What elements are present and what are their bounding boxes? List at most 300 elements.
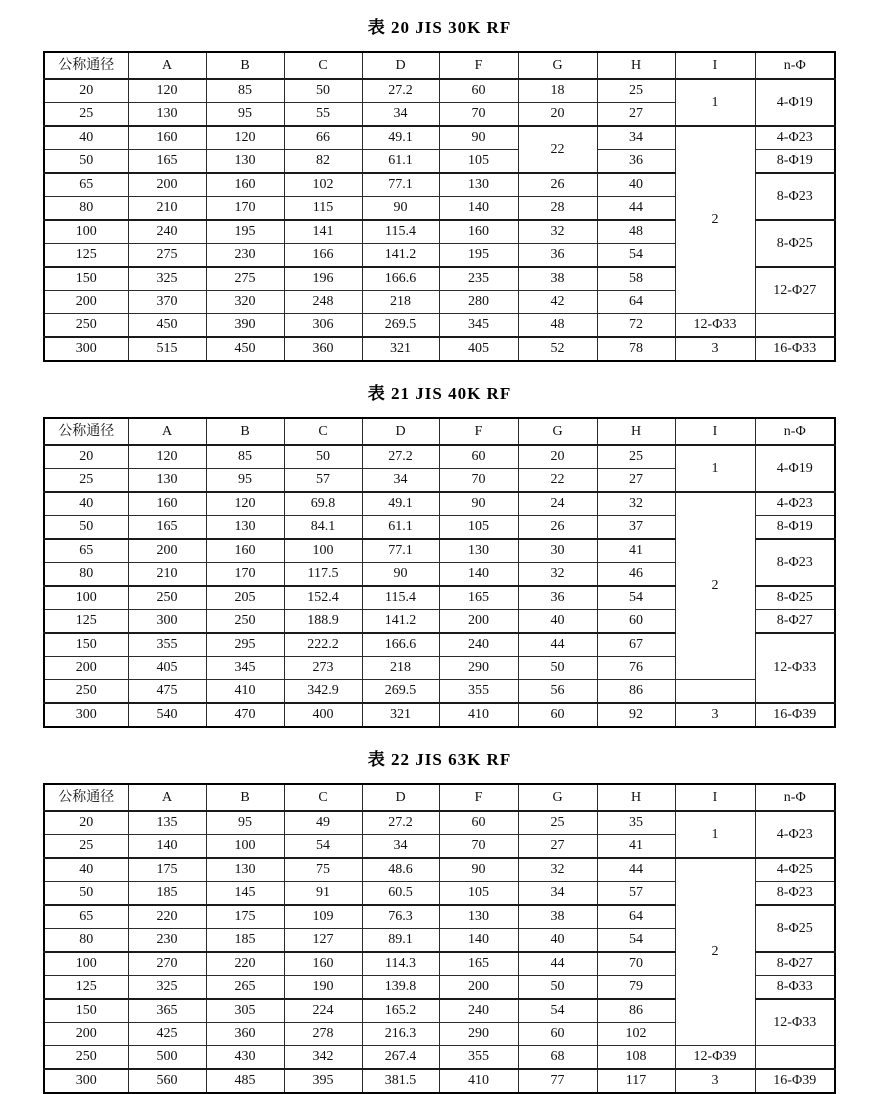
column-header: I (675, 52, 755, 79)
table-cell: 8-Φ19 (755, 516, 835, 540)
table-cell: 250 (128, 586, 206, 610)
table-cell: 390 (206, 314, 284, 338)
column-header: n-Φ (755, 418, 835, 445)
table-cell: 100 (206, 835, 284, 859)
table-cell: 355 (439, 1046, 518, 1070)
table-cell: 22 (518, 126, 597, 173)
table-row (44, 811, 835, 835)
table-cell: 49 (284, 811, 362, 835)
column-header: B (206, 418, 284, 445)
table-cell: 95 (206, 469, 284, 493)
table-cell: 27.2 (362, 445, 439, 469)
table-cell: 8-Φ23 (755, 539, 835, 586)
table-cell: 218 (362, 657, 439, 680)
table-cell: 54 (518, 999, 597, 1023)
table-cell: 60 (439, 445, 518, 469)
table-cell: 115.4 (362, 586, 439, 610)
table-cell: 25 (518, 811, 597, 835)
table-cell: 18 (518, 79, 597, 103)
column-header: A (128, 418, 206, 445)
table-cell: 41 (597, 835, 675, 859)
table-cell: 50 (284, 445, 362, 469)
column-header: A (128, 52, 206, 79)
table-cell: 485 (206, 1069, 284, 1093)
spec-table-jis30k (43, 51, 836, 362)
table-cell: 410 (439, 703, 518, 727)
table-cell: 405 (128, 657, 206, 680)
table-cell: 26 (518, 516, 597, 540)
table-cell: 35 (597, 811, 675, 835)
table-cell: 170 (206, 197, 284, 221)
table-cell: 165.2 (362, 999, 439, 1023)
table-cell: 60 (439, 811, 518, 835)
table-cell: 117 (597, 1069, 675, 1093)
table-cell: 8-Φ19 (755, 150, 835, 174)
table-cell: 295 (206, 633, 284, 657)
column-header: I (675, 784, 755, 811)
table-cell: 125 (44, 244, 128, 268)
table-cell: 195 (439, 244, 518, 268)
table-cell: 410 (439, 1069, 518, 1093)
table-cell: 25 (597, 79, 675, 103)
column-header: A (128, 784, 206, 811)
table-cell: 120 (128, 445, 206, 469)
table-cell: 141.2 (362, 610, 439, 634)
table-cell: 515 (128, 337, 206, 361)
table-cell: 60 (518, 703, 597, 727)
table-cell: 220 (206, 952, 284, 976)
table-row (44, 858, 835, 882)
table-cell: 470 (206, 703, 284, 727)
column-header: H (597, 418, 675, 445)
table-cell: 54 (597, 929, 675, 953)
table-cell: 4-Φ23 (755, 492, 835, 516)
header-row (44, 52, 835, 79)
table-cell: 90 (362, 197, 439, 221)
column-header: C (284, 52, 362, 79)
table-cell: 175 (206, 905, 284, 929)
table-cell: 32 (518, 858, 597, 882)
table-cell: 70 (439, 469, 518, 493)
table-title-jis30k: 表 20 JIS 30K RF (367, 18, 512, 37)
table-cell: 395 (284, 1069, 362, 1093)
table-cell: 190 (284, 976, 362, 1000)
table-cell: 269.5 (362, 314, 439, 338)
table-cell: 141.2 (362, 244, 439, 268)
table-cell: 8-Φ25 (755, 905, 835, 952)
table-cell: 160 (284, 952, 362, 976)
table-cell: 195 (206, 220, 284, 244)
table-cell: 3 (675, 337, 755, 361)
table-cell: 90 (439, 492, 518, 516)
table-cell: 140 (128, 835, 206, 859)
table-cell: 200 (439, 610, 518, 634)
table-cell: 72 (597, 314, 675, 338)
table-cell: 36 (518, 244, 597, 268)
table-cell: 69.8 (284, 492, 362, 516)
table-cell: 22 (518, 469, 597, 493)
table-cell: 140 (439, 563, 518, 587)
table-cell: 44 (597, 197, 675, 221)
table-cell: 200 (44, 291, 128, 314)
table-cell: 8-Φ25 (755, 586, 835, 610)
table-cell: 49.1 (362, 492, 439, 516)
table-cell: 216.3 (362, 1023, 439, 1046)
table-cell: 27 (518, 835, 597, 859)
header-row (44, 784, 835, 811)
table-cell: 152.4 (284, 586, 362, 610)
table-cell: 32 (518, 563, 597, 587)
table-cell: 12-Φ27 (755, 267, 835, 314)
table-row (44, 337, 835, 361)
table-cell: 100 (44, 952, 128, 976)
table-cell: 150 (44, 267, 128, 291)
table-cell: 166.6 (362, 633, 439, 657)
table-cell: 450 (206, 337, 284, 361)
table-cell: 70 (439, 103, 518, 127)
table-cell: 150 (44, 999, 128, 1023)
table-cell: 100 (44, 586, 128, 610)
table-cell: 200 (128, 539, 206, 563)
table-cell: 34 (362, 103, 439, 127)
table-cell: 200 (439, 976, 518, 1000)
table-cell: 77.1 (362, 539, 439, 563)
table-cell: 100 (284, 539, 362, 563)
table-cell: 250 (206, 610, 284, 634)
table-cell: 27 (597, 103, 675, 127)
table-cell: 38 (518, 267, 597, 291)
table-cell: 61.1 (362, 516, 439, 540)
table-cell: 300 (44, 703, 128, 727)
table-cell: 1 (675, 79, 755, 126)
table-cell: 130 (206, 150, 284, 174)
table-cell: 79 (597, 976, 675, 1000)
table-cell: 160 (439, 220, 518, 244)
table-cell: 320 (206, 291, 284, 314)
table-cell: 275 (128, 244, 206, 268)
table-cell: 61.1 (362, 150, 439, 174)
table-cell: 52 (518, 337, 597, 361)
table-cell: 77.1 (362, 173, 439, 197)
header-row (44, 418, 835, 445)
table-cell: 265 (206, 976, 284, 1000)
table-cell: 1 (675, 445, 755, 492)
table-cell: 95 (206, 103, 284, 127)
table-cell: 196 (284, 267, 362, 291)
table-cell: 250 (44, 1046, 128, 1070)
column-header: D (362, 52, 439, 79)
table-cell: 8-Φ27 (755, 610, 835, 634)
spec-table-jis63k (43, 783, 836, 1094)
column-header: G (518, 784, 597, 811)
table-cell: 405 (439, 337, 518, 361)
table-cell: 321 (362, 703, 439, 727)
table-cell: 345 (439, 314, 518, 338)
table-cell: 54 (597, 244, 675, 268)
table-cell: 120 (206, 126, 284, 150)
table-cell: 58 (597, 267, 675, 291)
table-cell: 26 (518, 173, 597, 197)
table-cell: 145 (206, 882, 284, 906)
table-cell: 40 (44, 126, 128, 150)
table-cell: 130 (439, 905, 518, 929)
table-cell: 267.4 (362, 1046, 439, 1070)
table-cell: 8-Φ27 (755, 952, 835, 976)
table-row (44, 1046, 835, 1070)
table-cell: 60 (597, 610, 675, 634)
table-cell: 34 (518, 882, 597, 906)
table-cell: 540 (128, 703, 206, 727)
table-row (44, 1069, 835, 1093)
table-cell: 80 (44, 929, 128, 953)
table-cell: 160 (128, 492, 206, 516)
table-cell: 355 (128, 633, 206, 657)
column-header: F (439, 52, 518, 79)
table-cell: 80 (44, 563, 128, 587)
table-cell: 82 (284, 150, 362, 174)
table-cell: 90 (439, 858, 518, 882)
table-cell: 102 (597, 1023, 675, 1046)
table-cell: 32 (518, 220, 597, 244)
table-cell: 44 (518, 633, 597, 657)
table-cell: 185 (206, 929, 284, 953)
column-header: F (439, 418, 518, 445)
table-cell: 20 (518, 445, 597, 469)
table-cell: 32 (597, 492, 675, 516)
table-cell: 130 (206, 516, 284, 540)
table-cell: 28 (518, 197, 597, 221)
table-cell: 12-Φ39 (675, 1046, 755, 1070)
table-cell: 290 (439, 657, 518, 680)
table-cell: 210 (128, 197, 206, 221)
table-cell: 50 (44, 516, 128, 540)
table-cell: 65 (44, 539, 128, 563)
table-row (44, 314, 835, 338)
table-cell: 36 (597, 150, 675, 174)
table-cell: 64 (597, 905, 675, 929)
column-header: 公称通径 (44, 784, 128, 811)
table-cell: 240 (128, 220, 206, 244)
table-cell: 50 (518, 976, 597, 1000)
table-cell: 37 (597, 516, 675, 540)
table-cell: 40 (518, 610, 597, 634)
table-cell: 130 (128, 103, 206, 127)
table-cell: 85 (206, 445, 284, 469)
table-cell: 20 (44, 445, 128, 469)
table-cell: 345 (206, 657, 284, 680)
table-cell: 114.3 (362, 952, 439, 976)
table-cell: 55 (284, 103, 362, 127)
column-header: D (362, 418, 439, 445)
table-cell: 218 (362, 291, 439, 314)
table-cell: 360 (206, 1023, 284, 1046)
table-cell: 84.1 (284, 516, 362, 540)
table-cell: 27 (597, 469, 675, 493)
table-cell: 278 (284, 1023, 362, 1046)
table-row (44, 79, 835, 103)
table-cell: 42 (518, 291, 597, 314)
table-cell: 222.2 (284, 633, 362, 657)
table-cell: 70 (439, 835, 518, 859)
table-cell: 370 (128, 291, 206, 314)
table-cell: 54 (284, 835, 362, 859)
table-cell: 40 (518, 929, 597, 953)
table-cell: 60 (518, 1023, 597, 1046)
table-cell: 269.5 (362, 680, 439, 704)
table-cell: 25 (44, 835, 128, 859)
table-cell: 127 (284, 929, 362, 953)
table-cell: 109 (284, 905, 362, 929)
table-cell: 160 (206, 539, 284, 563)
table-cell: 76 (597, 657, 675, 680)
table-cell: 105 (439, 882, 518, 906)
table-cell: 400 (284, 703, 362, 727)
table-cell: 8-Φ23 (755, 882, 835, 906)
table-cell: 475 (128, 680, 206, 704)
table-cell: 321 (362, 337, 439, 361)
table-cell: 165 (439, 586, 518, 610)
table-cell: 60 (439, 79, 518, 103)
table-cell: 205 (206, 586, 284, 610)
table-cell: 240 (439, 999, 518, 1023)
table-cell: 141 (284, 220, 362, 244)
table-cell: 425 (128, 1023, 206, 1046)
table-cell: 16-Φ39 (755, 703, 835, 727)
table-cell: 325 (128, 267, 206, 291)
table-cell: 105 (439, 516, 518, 540)
table-cell: 300 (44, 1069, 128, 1093)
column-header: D (362, 784, 439, 811)
table-cell: 117.5 (284, 563, 362, 587)
table-cell: 60.5 (362, 882, 439, 906)
table-cell: 44 (518, 952, 597, 976)
table-cell: 70 (597, 952, 675, 976)
table-cell: 165 (439, 952, 518, 976)
table-cell: 2 (675, 492, 755, 680)
table-cell: 325 (128, 976, 206, 1000)
table-cell: 115 (284, 197, 362, 221)
table-cell: 4-Φ23 (755, 126, 835, 150)
table-cell: 40 (44, 492, 128, 516)
table-cell: 57 (284, 469, 362, 493)
table-cell: 25 (44, 469, 128, 493)
table-cell: 78 (597, 337, 675, 361)
column-header: n-Φ (755, 52, 835, 79)
table-cell: 48 (518, 314, 597, 338)
table-cell: 188.9 (284, 610, 362, 634)
table-cell: 85 (206, 79, 284, 103)
column-header: I (675, 418, 755, 445)
table-cell: 170 (206, 563, 284, 587)
table-cell: 86 (597, 999, 675, 1023)
table-cell: 34 (597, 126, 675, 150)
table-cell: 200 (128, 173, 206, 197)
table-cell: 20 (44, 79, 128, 103)
table-cell: 86 (597, 680, 675, 704)
table-cell: 92 (597, 703, 675, 727)
table-cell: 430 (206, 1046, 284, 1070)
table-cell: 102 (284, 173, 362, 197)
table-cell: 450 (128, 314, 206, 338)
table-cell: 365 (128, 999, 206, 1023)
table-section-jis30k (0, 13, 879, 362)
column-header: n-Φ (755, 784, 835, 811)
table-cell: 4-Φ25 (755, 858, 835, 882)
table-cell: 410 (206, 680, 284, 704)
table-cell: 4-Φ19 (755, 79, 835, 126)
table-cell: 66 (284, 126, 362, 150)
table-cell: 342 (284, 1046, 362, 1070)
table-cell: 8-Φ23 (755, 173, 835, 220)
table-cell: 50 (518, 657, 597, 680)
table-cell: 130 (206, 858, 284, 882)
column-header: 公称通径 (44, 418, 128, 445)
table-cell: 27.2 (362, 79, 439, 103)
table-cell: 16-Φ39 (755, 1069, 835, 1093)
table-cell: 300 (128, 610, 206, 634)
table-cell: 500 (128, 1046, 206, 1070)
table-cell: 64 (597, 291, 675, 314)
table-cell: 68 (518, 1046, 597, 1070)
table-cell: 25 (44, 103, 128, 127)
table-cell: 12-Φ33 (675, 314, 755, 338)
table-cell: 27.2 (362, 811, 439, 835)
table-cell: 135 (128, 811, 206, 835)
table-cell: 34 (362, 469, 439, 493)
table-cell: 275 (206, 267, 284, 291)
table-cell: 4-Φ23 (755, 811, 835, 858)
table-cell: 224 (284, 999, 362, 1023)
table-cell: 20 (518, 103, 597, 127)
table-cell: 165 (128, 150, 206, 174)
table-cell: 2 (675, 858, 755, 1046)
table-cell: 150 (44, 633, 128, 657)
table-cell: 108 (597, 1046, 675, 1070)
table-cell: 16-Φ33 (755, 337, 835, 361)
table-cell: 166.6 (362, 267, 439, 291)
table-cell: 130 (128, 469, 206, 493)
column-header: F (439, 784, 518, 811)
table-cell: 130 (439, 173, 518, 197)
table-cell: 160 (128, 126, 206, 150)
table-cell: 381.5 (362, 1069, 439, 1093)
table-cell: 115.4 (362, 220, 439, 244)
table-cell: 65 (44, 905, 128, 929)
table-cell: 560 (128, 1069, 206, 1093)
column-header: B (206, 784, 284, 811)
table-cell: 165 (128, 516, 206, 540)
table-cell: 48 (597, 220, 675, 244)
table-cell: 40 (44, 858, 128, 882)
table-cell: 3 (675, 703, 755, 727)
table-cell: 41 (597, 539, 675, 563)
table-cell: 120 (128, 79, 206, 103)
column-header: C (284, 418, 362, 445)
table-cell: 100 (44, 220, 128, 244)
table-cell: 1 (675, 811, 755, 858)
table-row (44, 680, 835, 704)
table-cell: 20 (44, 811, 128, 835)
table-cell: 300 (44, 337, 128, 361)
table-cell: 342.9 (284, 680, 362, 704)
table-cell: 2 (675, 126, 755, 314)
table-cell: 76.3 (362, 905, 439, 929)
table-cell: 40 (597, 173, 675, 197)
table-cell: 160 (206, 173, 284, 197)
table-cell: 77 (518, 1069, 597, 1093)
table-cell: 54 (597, 586, 675, 610)
table-cell: 89.1 (362, 929, 439, 953)
